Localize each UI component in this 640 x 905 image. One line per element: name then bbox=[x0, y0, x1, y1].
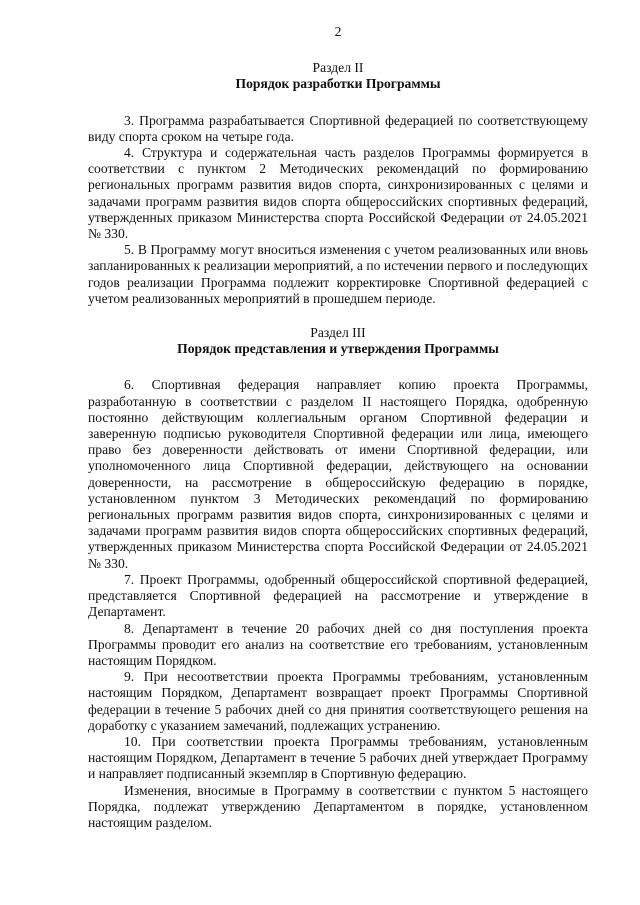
section-2-title: Порядок разработки Программы bbox=[235, 76, 441, 92]
paragraph: 5. В Программу могут вноситься изменения с учетом реализованных или вновь запланированных к реализации мероприятий, а по истечении первого и последующих годов реализации Программа подлежит корректировке Спортивной федерацией с учетом реализованных мероприятий в прошедшем периоде. bbox=[88, 242, 588, 306]
paragraph: 4. Структура и содержательная часть разделов Программы формируется в соответствии с пунктом 2 Методических рекомендаций по формированию региональных программ развития видов спорта, синхронизированных с целями и задачами программ развития видов спорта общероссийских спортивных федераций, утвержденных приказом Министерства спорта Российской Федерации от 24.05.2021 № 330. bbox=[88, 145, 588, 242]
document-page bbox=[88, 24, 588, 831]
paragraph: 10. При соответствии проекта Программы требованиям, установленным настоящим Порядком, Департамент в течение 5 рабочих дней утверждает Программу и направляет подписанный экземпляр в Спортивную федерацию. bbox=[88, 733, 588, 782]
paragraph: 8. Департамент в течение 20 рабочих дней со дня поступления проекта Программы проводит его анализ на соответствие его требованиям, установленным настоящим Порядком. bbox=[88, 620, 588, 668]
section-3-title: Порядок представления и утверждения Программы bbox=[177, 341, 499, 357]
paragraph: 6. Спортивная федерация направляет копию проекта Программы, разработанную в соответствии с разделом II настоящего Порядка, одобренную постоянно действующим коллегиальным органом Спортивной федерации и заверенную подписью руководителя Спортивной федерации или лица, имеющего право без доверенности действовать от имени Спортивной федерации, или уполномоченного лица Спортивной федерации, действующего на основании доверенности, на рассмотрение в общероссийскую федерацию в порядке, установленном пунктом 3 Методических рекомендаций по формированию региональных программ развития видов спорта, синхронизированных с целями и задачами программ развития видов спорта общероссийских спортивных федераций, утвержденных приказом Министерства спорта Российской Федерации от 24.05.2021 № 330. bbox=[88, 377, 588, 571]
section-2 bbox=[88, 60, 588, 307]
section-2-label: Раздел II bbox=[312, 60, 364, 76]
section-3-label: Раздел III bbox=[310, 325, 366, 341]
section-3 bbox=[88, 325, 588, 831]
paragraph: Изменения, вносимые в Программу в соответствии с пунктом 5 настоящего Порядка, подлежат утверждению Департаментом в порядке, установленном настоящим разделом. bbox=[88, 782, 588, 830]
paragraph: 9. При несоответствии проекта Программы требованиям, установленным настоящим Порядком, Департамент возвращает проект Программы Спортивной федерации в течение 5 рабочих дней со дня принятия соответствующего решения на доработку с указанием замечаний, подлежащих устранению. bbox=[88, 669, 588, 733]
paragraph: 7. Проект Программы, одобренный общероссийской спортивной федерацией, представляется Спортивной федерацией на рассмотрение и утверждение в Департамент. bbox=[88, 571, 588, 620]
page-number: 2 bbox=[334, 24, 342, 39]
paragraph: 3. Программа разрабатывается Спортивной федерацией по соответствующему виду спорта сроком на четыре года. bbox=[88, 112, 588, 144]
